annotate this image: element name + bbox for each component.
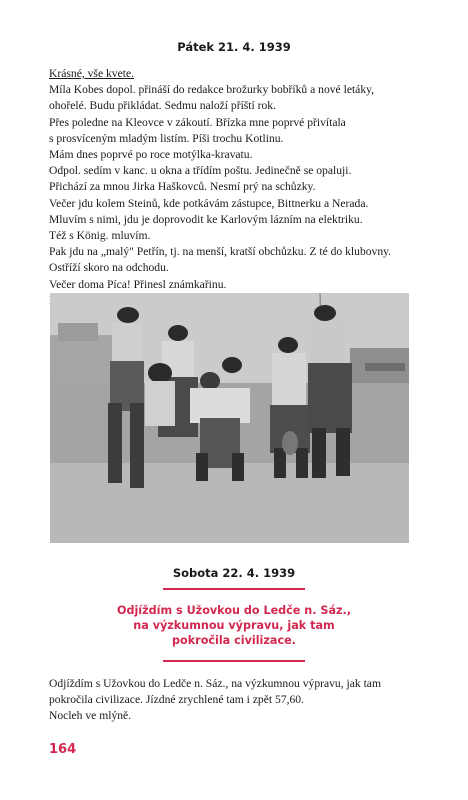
entry-line: Ostříží skoro na odchodu.: [49, 261, 169, 275]
entry-date-heading: Sobota 22. 4. 1939: [172, 566, 296, 580]
entry-line: Pak jdu na „malý" Petřín, tj. na menší, kratší obchůzku. Z té do klubovny.: [49, 245, 392, 259]
entry-line: Večer doma Píca! Přinesl známkařinu.: [49, 277, 227, 291]
entry-line: Přichází za mnou Jirka Haškovců. Nesmí prý na schůzky.: [49, 180, 316, 194]
entry-line: Míla Kobes dopol. přináší do redakce brožurky bobříků a nové letáky,: [49, 83, 375, 97]
entry-line: Mám dnes poprvé po roce motýlka-kravatu.: [49, 148, 253, 162]
entry-line: s prosvíceným mladým listím. Píši trochu Kotlinu.: [49, 131, 284, 145]
diary-entry-text: [49, 66, 419, 309]
page-number: 164: [49, 742, 77, 757]
entry-line: ohořelé. Budu přikládat. Sedmu naloží příští rok.: [49, 99, 277, 113]
entry-line: Přes poledne na Kleovce v zákoutí. Břízka mne poprvé přivítala: [49, 115, 346, 129]
entry-line: Krásné, vše kvete.: [49, 67, 134, 80]
entry-line: Odjíždím s Užovkou do Ledče n. Sáz., na výzkumnou výpravu, jak tam: [49, 677, 381, 690]
entry-line: Mluvím s nimi, jdu je doprovodit ke Karlovým lázním na elektriku.: [49, 212, 363, 226]
entry-line: Nocleh ve mlýně.: [49, 709, 132, 723]
pull-quote-line: na výzkumnou výpravu, jak tam: [133, 619, 335, 632]
entry-line: pokročila civilizace. Jízdné zrychlené tam i zpět 57,60.: [49, 693, 304, 707]
pull-quote-line: pokročila civilizace.: [172, 634, 296, 647]
entry-date-heading: Pátek 21. 4. 1939: [177, 40, 291, 54]
entry-line: Též s König. mluvím.: [49, 229, 151, 243]
entry-line: Odpol. sedím v kanc. u okna a třídím poštu. Jedinečně se opaluji.: [49, 164, 352, 178]
pull-quote: [0, 603, 468, 648]
photo-illustration: [50, 293, 409, 543]
scouts-photograph: [50, 293, 409, 543]
diary-entry-text: [49, 676, 419, 725]
pull-quote-line: Odjíždím s Užovkou do Ledče n. Sáz.,: [116, 604, 352, 617]
divider: [163, 660, 305, 662]
divider: [163, 588, 305, 590]
entry-line: Večer jdu kolem Steinů, kde potkávám zástupce, Bittnerku a Nerada.: [49, 196, 369, 210]
